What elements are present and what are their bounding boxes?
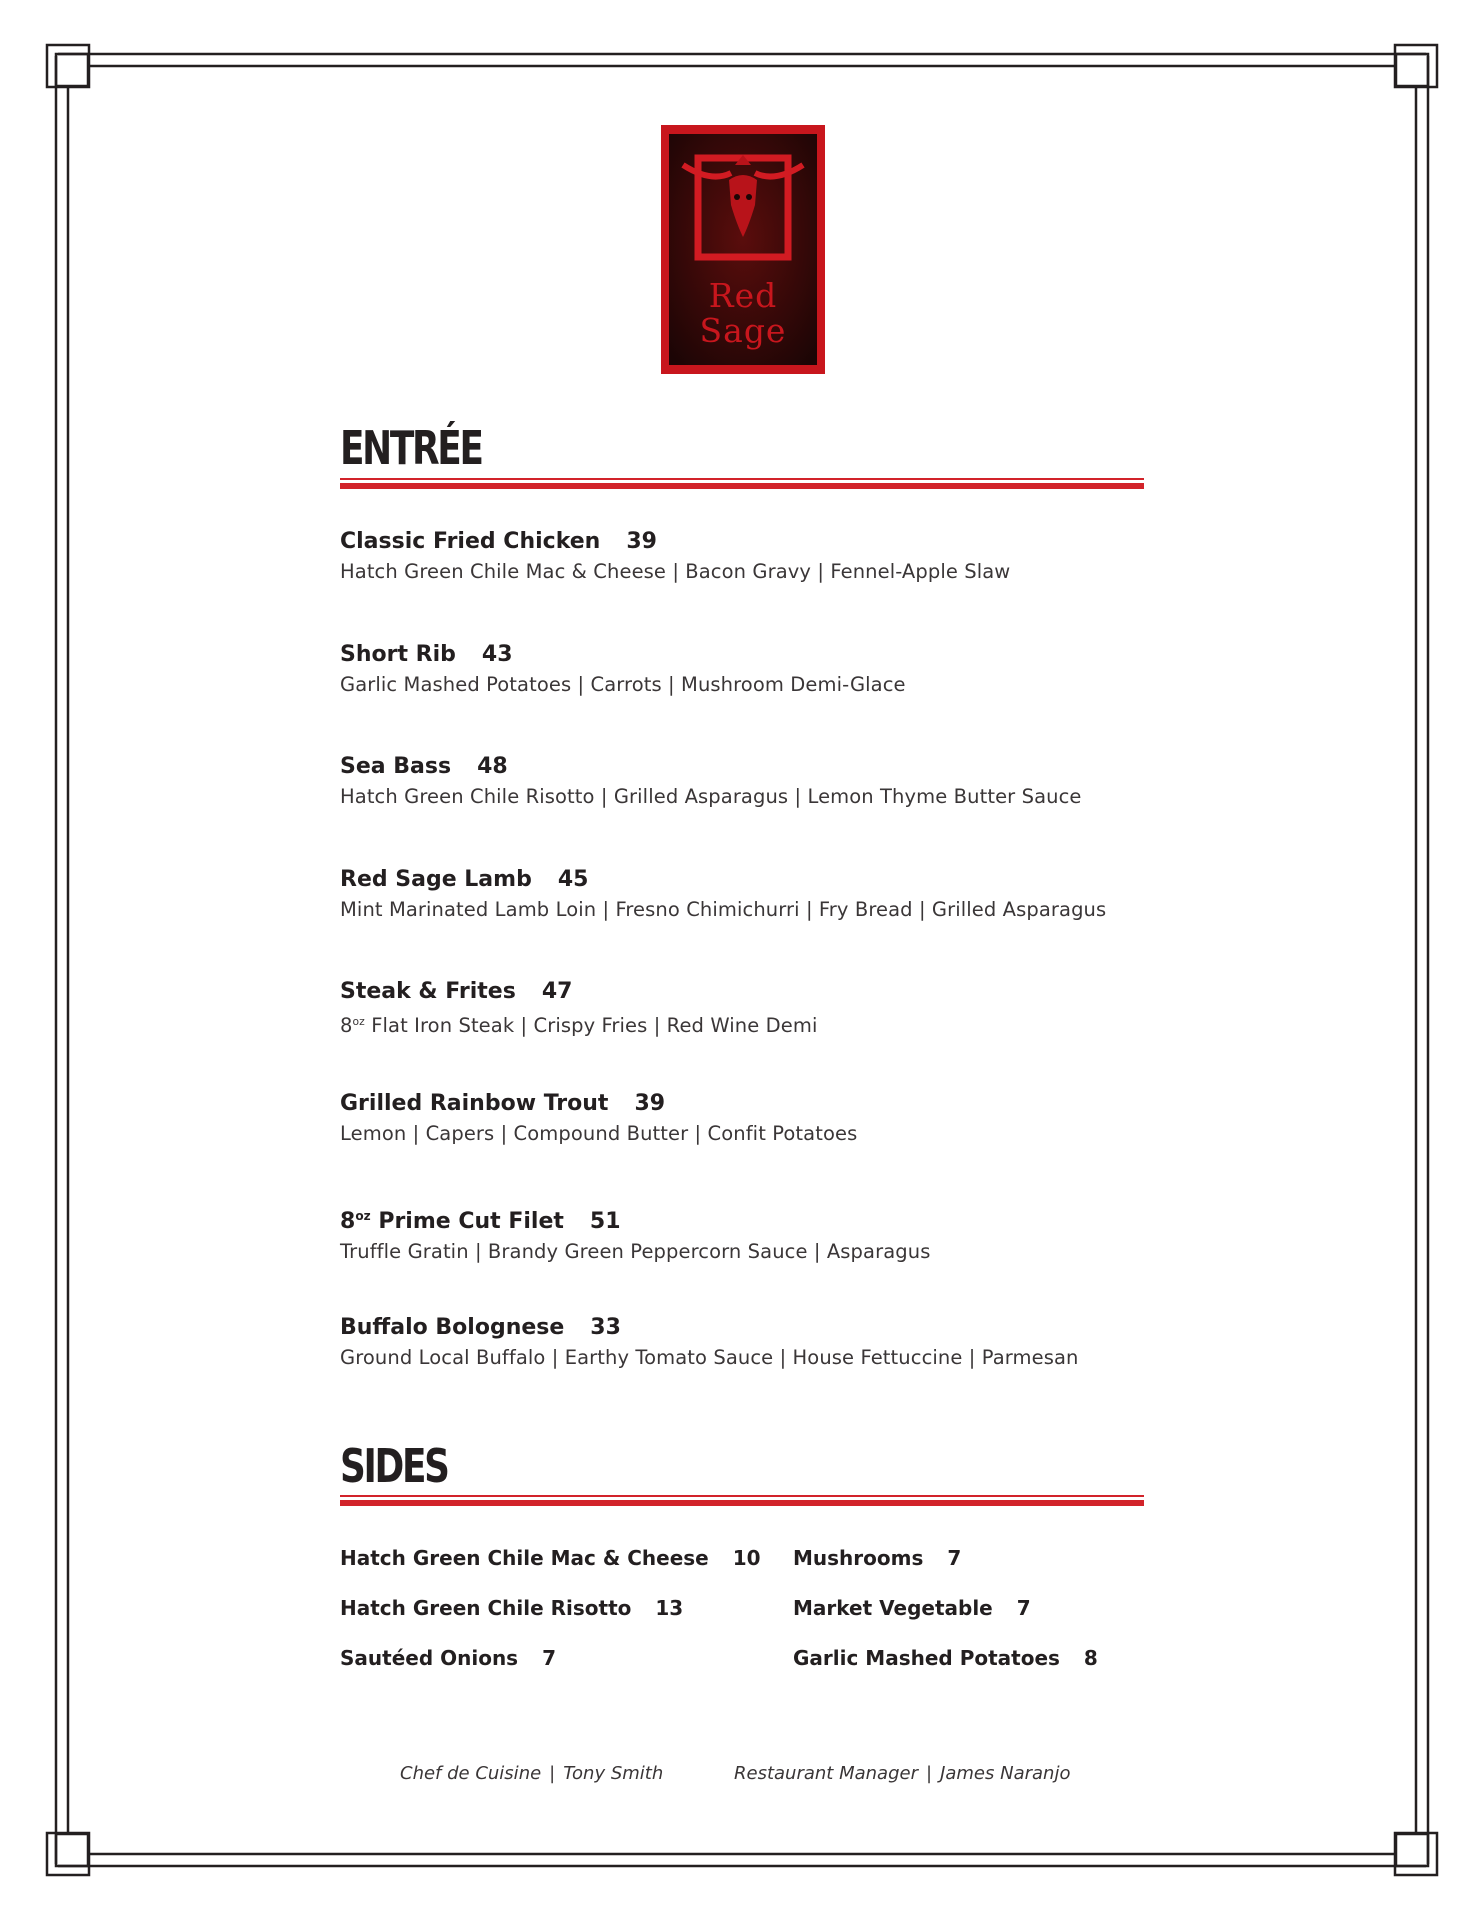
chef-role: Chef de Cuisine <box>400 1763 542 1784</box>
entree-name: Prime Cut Filet <box>370 1208 564 1234</box>
side-item <box>340 1594 683 1622</box>
desc-size-number: 8 <box>340 1013 353 1037</box>
logo-text-line1: Red <box>708 276 778 315</box>
entree-name: Sea Bass <box>340 754 452 779</box>
manager-role: Restaurant Manager <box>734 1763 918 1784</box>
entree-item <box>340 1313 1160 1373</box>
footer-separator: | <box>549 1763 556 1784</box>
entree-description: Truffle Gratin | Brandy Green Peppercorn Sauce | Asparagus <box>340 1239 931 1263</box>
side-price: 7 <box>947 1546 962 1570</box>
entree-name: Short Rib <box>340 642 456 667</box>
side-name: Hatch Green Chile Risotto <box>340 1596 632 1620</box>
side-price: 10 <box>732 1546 761 1570</box>
side-name: Hatch Green Chile Mac & Cheese <box>340 1546 709 1570</box>
manager-name: James Naranjo <box>940 1763 1071 1784</box>
entree-section-title: ENTRÉE <box>340 421 482 475</box>
entree-description: Garlic Mashed Potatoes | Carrots | Mushroom Demi-Glace <box>340 673 906 696</box>
entree-price: 39 <box>626 529 657 554</box>
entree-item <box>340 1089 1160 1149</box>
entree-price: 48 <box>477 754 508 779</box>
desc-text: Flat Iron Steak | Crispy Fries | Red Wine Demi <box>364 1013 818 1037</box>
name-size-number: 8 <box>340 1208 356 1234</box>
entree-item <box>340 752 1160 812</box>
side-price: 8 <box>1083 1646 1098 1670</box>
red-sage-logo <box>661 125 825 374</box>
entree-price: 39 <box>634 1091 666 1116</box>
entree-divider <box>340 478 1144 489</box>
footer-chef-credit <box>400 1763 663 1784</box>
entree-price: 45 <box>557 867 589 892</box>
name-size-unit: oz <box>355 1209 371 1223</box>
entree-item <box>340 1201 1160 1267</box>
side-item <box>793 1644 1098 1672</box>
side-price: 7 <box>542 1646 557 1670</box>
entree-name: Grilled Rainbow Trout <box>340 1091 609 1116</box>
sides-section-title: SIDES <box>340 1439 448 1493</box>
entree-price: 47 <box>541 979 573 1004</box>
entree-description: Hatch Green Chile Mac & Cheese | Bacon Gravy | Fennel-Apple Slaw <box>340 560 1011 583</box>
side-name: Garlic Mashed Potatoes <box>793 1646 1060 1670</box>
entree-item <box>340 977 1160 1041</box>
side-item <box>793 1544 961 1572</box>
side-item <box>793 1594 1031 1622</box>
entree-description: Lemon | Capers | Compound Butter | Confit Potatoes <box>340 1122 858 1145</box>
side-name: Sautéed Onions <box>340 1646 519 1670</box>
entree-price: 43 <box>481 642 513 667</box>
entree-name: Steak & Frites <box>340 979 516 1004</box>
entree-item <box>340 865 1160 925</box>
logo-text-line2: Sage <box>699 311 787 350</box>
entree-description: Mint Marinated Lamb Loin | Fresno Chimichurri | Fry Bread | Grilled Asparagus <box>340 898 1107 921</box>
entree-item <box>340 527 1160 587</box>
side-price: 13 <box>655 1596 684 1620</box>
footer-separator: | <box>925 1763 933 1784</box>
chef-name: Tony Smith <box>563 1763 664 1784</box>
desc-size-unit: oz <box>352 1015 365 1028</box>
side-item <box>340 1644 556 1672</box>
sides-divider <box>340 1495 1144 1506</box>
side-name: Market Vegetable <box>793 1596 993 1620</box>
entree-name: Classic Fried Chicken <box>340 529 601 554</box>
side-name: Mushrooms <box>793 1546 924 1570</box>
entree-price: 33 <box>590 1315 621 1340</box>
entree-description: Ground Local Buffalo | Earthy Tomato Sauce | House Fettuccine | Parmesan <box>340 1346 1079 1369</box>
side-item <box>340 1544 761 1572</box>
entree-description: Hatch Green Chile Risotto | Grilled Asparagus | Lemon Thyme Butter Sauce <box>340 785 1082 808</box>
footer-manager-credit <box>734 1763 1070 1784</box>
entree-name: Red Sage Lamb <box>340 867 532 892</box>
entree-price: 51 <box>589 1208 621 1234</box>
entree-item <box>340 640 1160 700</box>
side-price: 7 <box>1016 1596 1031 1620</box>
entree-description <box>340 1007 1160 1041</box>
entree-name: Buffalo Bolognese <box>340 1315 565 1340</box>
